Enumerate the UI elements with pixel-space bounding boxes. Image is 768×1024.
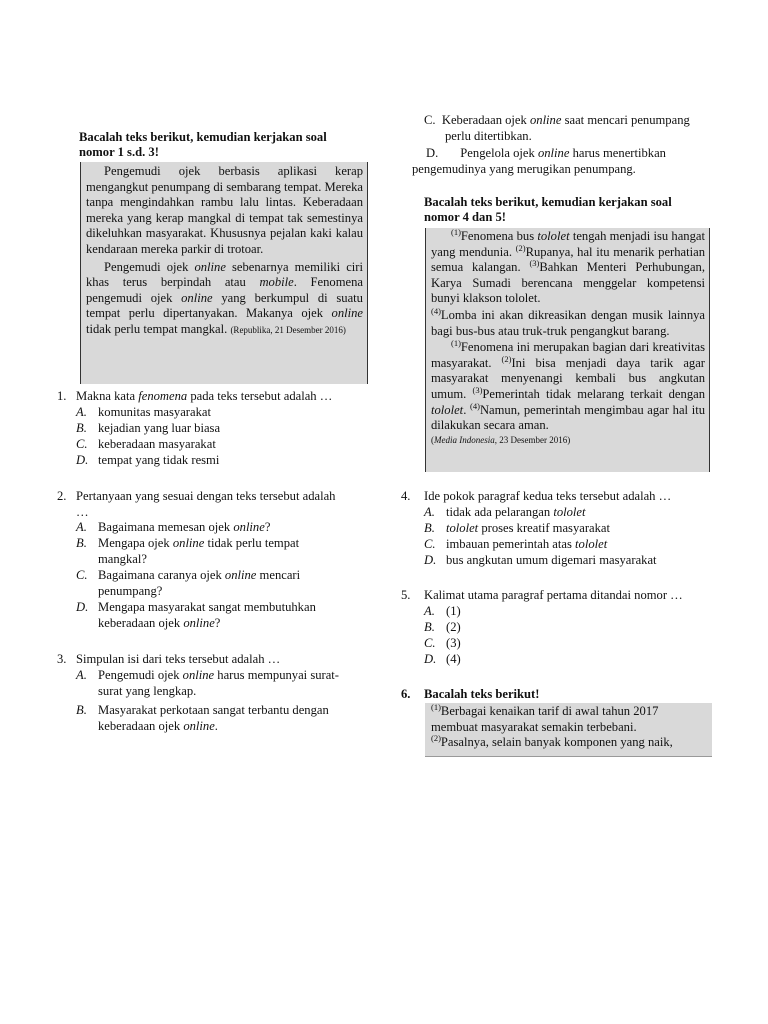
question-3: 3. Simpulan isi dari teks tersebut adalah … A. Pengemudi ojek online harus mempunyai surat- surat yang lengkap. B. Masyarakat perkotaan sangat terbantu dengan keberadaan ojek online.: [57, 652, 339, 733]
heading-q1-3-line2: nomor 1 s.d. 3!: [79, 145, 159, 159]
question-3-text: Simpulan isi dari teks tersebut adalah …: [76, 652, 281, 666]
question-3-option-c[interactable]: C. Keberadaan ojek online saat mencari penumpang perlu ditertibkan.: [424, 113, 690, 143]
question-1: 1. Makna kata fenomena pada teks tersebut adalah … A. komunitas masyarakat B. kejadian yang luar biasa C. keberadaan masyarakat D. tempat yang tidak resmi: [57, 389, 333, 467]
question-1-text: Makna kata fenomena pada teks tersebut adalah …: [76, 389, 333, 403]
passage-tarif-line-1: $^{(1)}$Berbagai kenaikan tarif di awal tahun 2017: [431, 702, 659, 718]
question-3-option-d[interactable]: D. Pengelola ojek online harus menertibkan pengemudinya yang merugikan penumpang.: [412, 146, 666, 176]
question-2-number: 2.: [57, 489, 67, 503]
heading-q4-5-line1: Bacalah teks berikut, kemudian kerjakan soal: [424, 195, 672, 209]
passage-ojek-paragraph-2: Pengemudi ojek online sebenarnya memiliki ciri khas terus berpindah atau mobile. Fenomena pengemudi ojek online yang berkumpul di suatu tempat perlu dipertanyakan. Makanya ojek online tidak perlu tempat mangkal. (Republika, 21 Desember 2016): [86, 259, 363, 336]
question-5: 5. Kalimat utama paragraf pertama ditandai nomor … A. (1) B. (2) C. (3) D. (4): [401, 588, 683, 666]
passage-ojek-source: (Republika, 21 Desember 2016): [230, 324, 346, 335]
passage-tololet: [425, 228, 710, 472]
question-4: 4. Ide pokok paragraf kedua teks tersebut adalah … A. tidak ada pelarangan tololet B. tololet proses kreatif masyarakat C. imbauan pemerintah atas tololet D. bus angkutan umum digemari masyarakat: [401, 489, 672, 567]
question-6-number: 6.: [401, 687, 411, 701]
passage-tarif-line-2: membuat masyarakat semakin terbebani.: [431, 719, 637, 734]
heading-q4-5: [424, 195, 724, 225]
passage-ojek: [80, 162, 368, 384]
heading-q1-3-line1: Bacalah teks berikut, kemudian kerjakan soal: [79, 130, 327, 144]
passage-tarif: [425, 703, 712, 757]
heading-q4-5-line2: nomor 4 dan 5!: [424, 210, 506, 224]
question-3-number: 3.: [57, 652, 67, 666]
passage-tololet-paragraph-1: $^{(1)}$Fenomena bus tololet tengah menjadi isu hangat yang mendunia. $^{(2)}$Rupanya, hal itu menarik perhatian semua kalangan. $^{(3)}$Bahkan Menteri Perhubungan, Karya Sumadi berencana menggelar kompetensi bunyi klakson tololet.: [431, 227, 705, 306]
question-4-text: Ide pokok paragraf kedua teks tersebut adalah …: [424, 489, 672, 503]
passage-tarif-line-3: $^{(2)}$Pasalnya, selain banyak komponen yang naik,: [431, 733, 673, 750]
question-1-number: 1.: [57, 389, 67, 403]
question-5-number: 5.: [401, 588, 411, 602]
passage-ojek-paragraph-1: Pengemudi ojek berbasis aplikasi kerap mengangkut penumpang di sembarang tempat. Mereka tanpa mengindahkan rambu lalu lintas. Keberadaan mereka yang kerap mangkal di tempat tak semestinya dikeluhkan masyarakat. Khususnya pejalan kaki kalau kendaraan mereka parkir di trotoar.: [86, 164, 363, 256]
question-4-number: 4.: [401, 489, 411, 503]
heading-q1-3: [79, 130, 369, 160]
question-2-text: Pertanyaan yang sesuai dengan teks tersebut adalah …: [76, 489, 336, 519]
passage-tololet-paragraph-2: $^{(1)}$Fenomena ini merupakan bagian dari kreativitas masyarakat. $^{(2)}$Ini bisa menjadi daya tarik agar masyarakat menyenangi kembali bus angkutan umum. $^{(3)}$Pemerintah tidak melarang terkait dengan tololet. $^{(4)}$Namun, pemerintah mengimbau agar hal itu dilakukan secara aman.: [431, 338, 706, 433]
question-6-text: Bacalah teks berikut!: [424, 687, 540, 701]
passage-tololet-sentence-4: $^{(4)}$Lomba ini akan dikreasikan dengan musik lainnya bagi bus-bus atau truk-truk pengangkut barang.: [431, 305, 705, 338]
question-2: 2. Pertanyaan yang sesuai dengan teks tersebut adalah … A. Bagaimana memesan ojek online? B. Mengapa ojek online tidak perlu tempat mangkal? C. Bagaimana caranya ojek online mencari penumpang? D. Mengapa masyarakat sangat membutuhkan keberadaan ojek online?: [57, 489, 336, 630]
question-5-text: Kalimat utama paragraf pertama ditandai nomor …: [424, 588, 683, 602]
passage-tololet-source: (Media Indonesia, 23 Desember 2016): [431, 434, 571, 445]
question-3-continued: [412, 113, 732, 177]
